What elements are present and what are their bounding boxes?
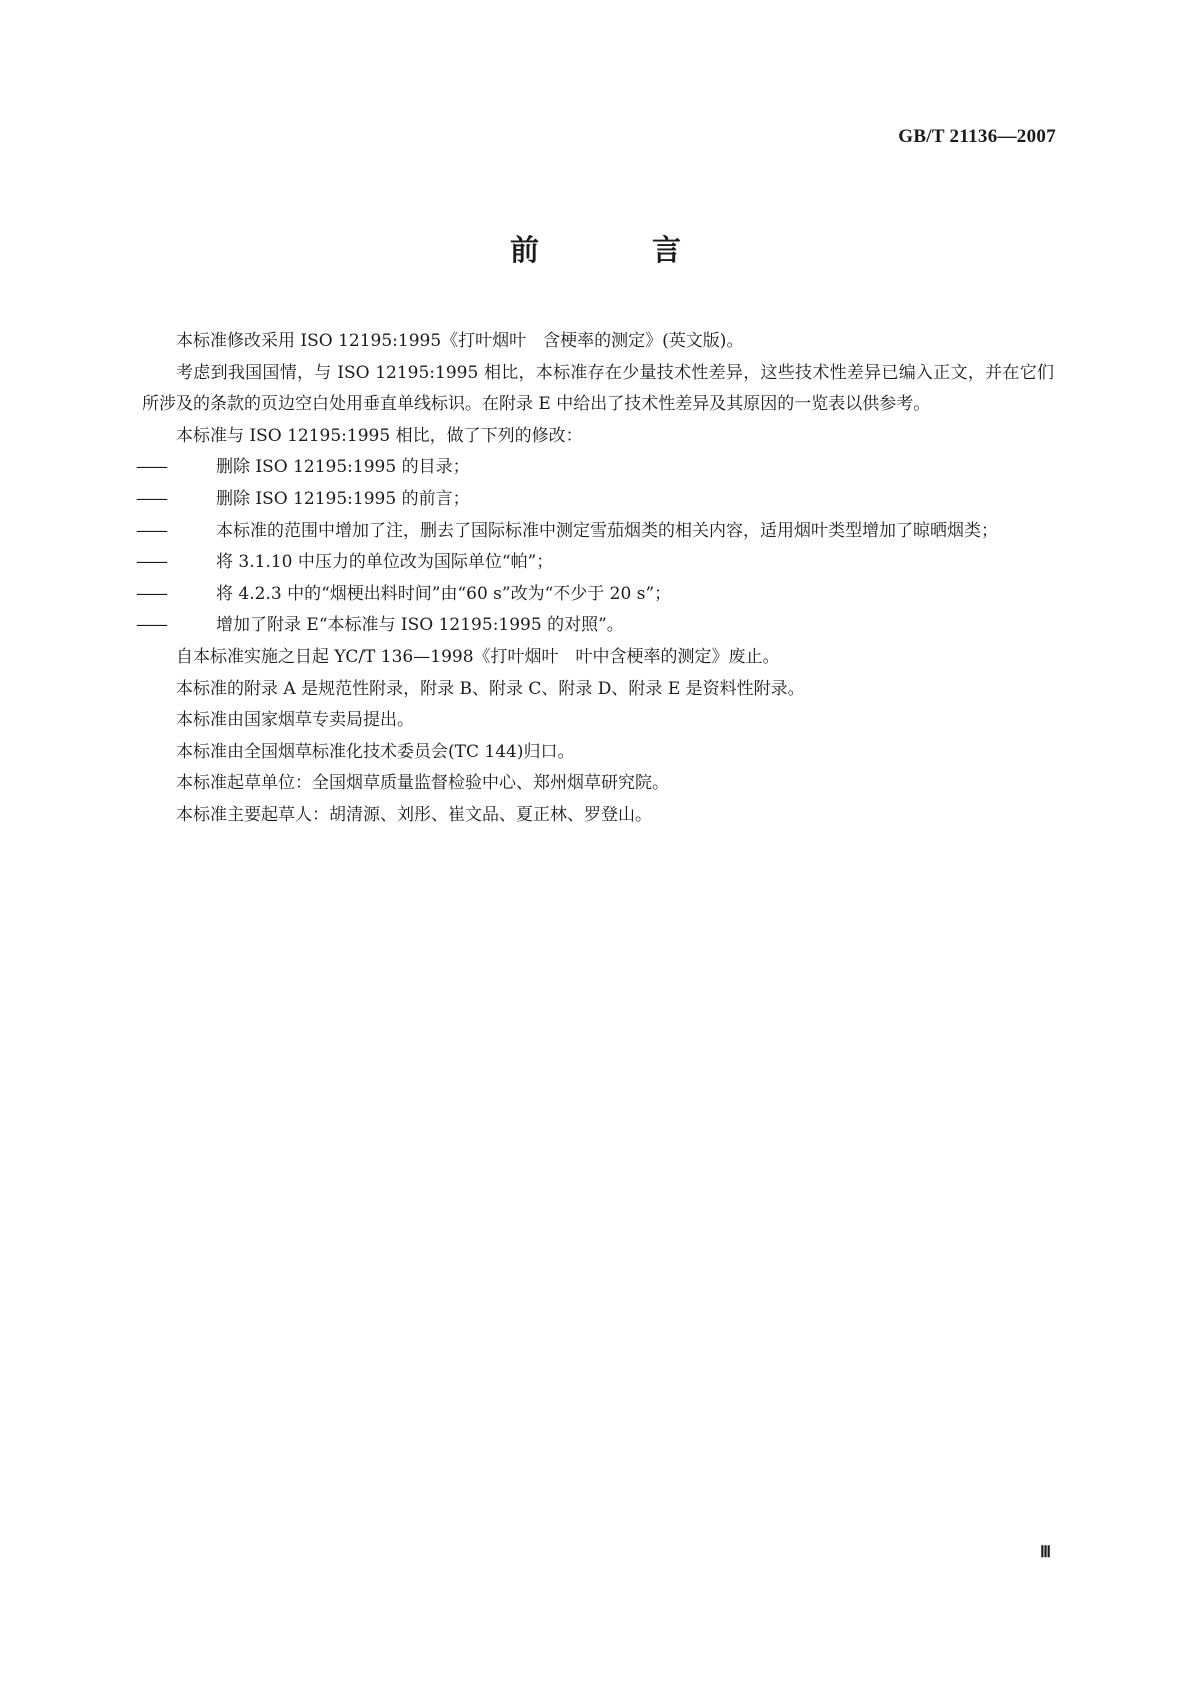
list-item	[136, 516, 1054, 548]
dash-mark: ——	[136, 583, 166, 604]
dash-mark: ——	[136, 520, 166, 541]
paragraph-centralized-by: 本标准由全国烟草标准化技术委员会(TC 144)归口。	[176, 741, 575, 762]
paragraph-technical-differences: 考虑到我国国情，与 ISO 12195:1995 相比，本标准存在少量技术性差异，这些技术性差异已编入正文，并在它们所涉及的条款的页边空白处用垂直单线标识。在附录 E 中给出了技术性差异及其原因的一览表以供参考。	[142, 362, 1054, 415]
list-item	[136, 547, 1054, 579]
paragraph-proposed-by: 本标准由国家烟草专卖局提出。	[176, 710, 414, 731]
dash-mark: ——	[136, 615, 166, 636]
list-item-text: 增加了附录 E“本标准与 ISO 12195:1995 的对照”。	[216, 615, 624, 636]
paragraph-modifications-intro: 本标准与 ISO 12195:1995 相比，做了下列的修改：	[176, 425, 583, 446]
document-body	[136, 326, 1054, 832]
list-item	[136, 579, 1054, 611]
page-title: 前 言	[509, 233, 723, 267]
page-number: Ⅲ	[1039, 1544, 1051, 1561]
list-item-text: 本标准的范围中增加了注，删去了国际标准中测定雪茄烟类的相关内容，适用烟叶类型增加了晾晒烟类；	[216, 520, 998, 541]
paragraph-supersedes: 自本标准实施之日起 YC/T 136—1998《打叶烟叶 叶中含梗率的测定》废止。	[176, 646, 780, 667]
paragraph-annexes: 本标准的附录 A 是规范性附录，附录 B、附录 C、附录 D、附录 E 是资料性附录。	[176, 678, 805, 699]
modification-list	[136, 452, 1054, 642]
list-item-text: 删除 ISO 12195:1995 的目录；	[216, 457, 470, 478]
dash-mark: ——	[136, 552, 166, 573]
list-item	[136, 452, 1054, 484]
dash-mark: ——	[136, 488, 166, 509]
list-item-text: 将 3.1.10 中压力的单位改为国际单位“帕”；	[216, 552, 554, 573]
paragraph-drafters: 本标准主要起草人：胡清源、刘彤、崔文品、夏正林、罗登山。	[176, 804, 652, 825]
standard-code: GB/T 21136—2007	[898, 126, 1056, 147]
list-item	[136, 610, 1054, 642]
list-item	[136, 484, 1054, 516]
list-item-text: 将 4.2.3 中的“烟梗出料时间”由“60 s”改为“不少于 20 s”；	[216, 583, 672, 604]
list-item-text: 删除 ISO 12195:1995 的前言；	[216, 488, 470, 509]
paragraph-drafting-units: 本标准起草单位：全国烟草质量监督检验中心、郑州烟草研究院。	[176, 773, 669, 794]
dash-mark: ——	[136, 457, 166, 478]
paragraph-adoption: 本标准修改采用 ISO 12195:1995《打叶烟叶 含梗率的测定》(英文版)。	[176, 331, 744, 351]
